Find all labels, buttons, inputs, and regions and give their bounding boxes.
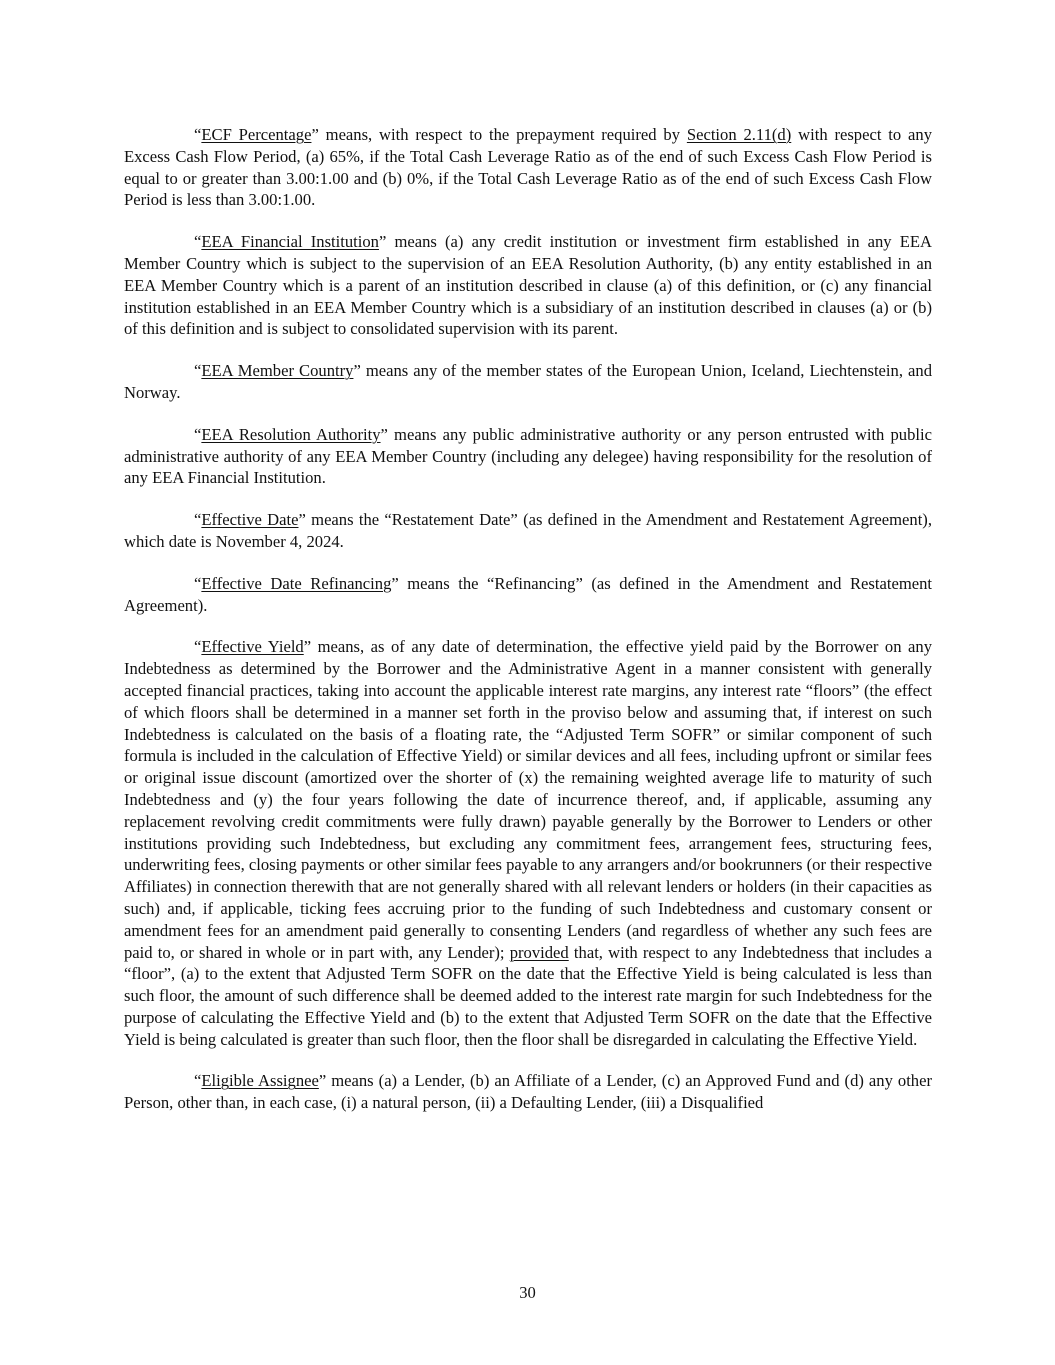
definition-text-continued: with respect to any Excess Cash Flow Period, (a) 65%, if the Total Cash Leverage Ratio as of the end of such Excess Cash Flow Period is equal to or greater than 3.00:1.00 and (b) 0%, if the Total Cash Leverage Ratio as of the end of such Excess Cash Flow Period is less than 3.00:1.00. xyxy=(124,125,933,210)
defined-term: Effective Date Refinancing xyxy=(201,573,392,593)
open-quote: “ xyxy=(194,637,202,657)
defined-term: Effective Date xyxy=(201,510,299,530)
definition-ecf-percentage xyxy=(124,124,932,211)
section-reference: Section 2.11(d) xyxy=(686,125,792,144)
defined-term: EEA Member Country xyxy=(201,361,354,381)
definition-text: ” means (a) any credit institution or investment firm established in any EEA Member Country which is subject to the supervision of an EEA Resolution Authority, (b) any entity established in an EEA Member Country which is a parent of an institution described in clause (a) of this definition, or (c) any financial institution established in an EEA Member Country which is a subsidiary of an institution described in clauses (a) or (b) of this definition and is subject to consolidated supervision with its parent. xyxy=(124,232,933,339)
defined-term: ECF Percentage xyxy=(201,125,312,144)
definition-effective-date-refinancing xyxy=(124,573,932,617)
defined-term: Eligible Assignee xyxy=(201,1071,319,1091)
open-quote: “ xyxy=(194,1071,202,1091)
definition-text: ” means, as of any date of determination, the effective yield paid by the Borrower on any Indebtedness as determined by the Borrower and the Administrative Agent in a manner consistent with generally accepted financial practices, taking into account the applicable interest rate margins, any interest rate “floors” (the effect of which floors shall be determined in a manner set forth in the proviso below and assuming that, if interest on such Indebtedness is calculated on the basis of a floating rate, the “Adjusted Term SOFR” or similar component of such formula is included in the calculation of Effective Yield) or similar devices and all fees, including upfront or similar fees or original issue discount (amortized over the shorter of (x) the remaining weighted average life to maturity of such Indebtedness and (y) the four years following the date of incurrence thereof, and, if applicable, assuming any replacement revolving credit commitments were fully drawn) payable generally by the Borrower to Lenders or other institutions providing such Indebtedness, but excluding any commitment fees, arrangement fees, structuring fees, underwriting fees, closing payments or other similar fees payable to any arrangers and/or bookrunners (or their respective Affiliates) in connection therewith that are not generally shared with all relevant lenders or holders (in their capacities as such) and, if applicable, ticking fees accruing prior to the funding of such Indebtedness and customary consent or amendment fees for an amendment paid generally to consenting Lenders (and regardless of whether any such fees are paid to, or shared in whole or in part with, any Lender); xyxy=(124,637,932,962)
definition-text-continued: that, with respect to any Indebtedness that includes a “floor”, (a) to the extent that Adjusted Term SOFR on the date that the Effective Yield is being calculated is less than such floor, the amount of such difference shall be deemed added to the interest rate margin for such Indebtedness for the purpose of calculating the Effective Yield and (b) to the extent that Adjusted Term SOFR on the date that the Effective Yield is being calculated is greater than such floor, then the floor shall be disregarded in calculating the Effective Yield. xyxy=(124,942,932,1049)
open-quote: “ xyxy=(194,510,202,530)
definition-text: ” means (a) a Lender, (b) an Affiliate of a Lender, (c) an Approved Fund and (d) any other Person, other than, in each case, (i) a natural person, (ii) a Defaulting Lender, (iii) a Disqualified xyxy=(124,1071,932,1113)
definition-eea-member-country xyxy=(124,360,932,404)
definition-text: ” means, with respect to the prepayment required by xyxy=(311,125,687,144)
open-quote: “ xyxy=(194,232,202,252)
definition-effective-yield xyxy=(124,636,932,1050)
document-page xyxy=(124,124,932,1134)
open-quote: “ xyxy=(194,361,202,381)
open-quote: “ xyxy=(194,573,202,593)
defined-term: EEA Financial Institution xyxy=(201,232,379,252)
definition-eea-financial-institution xyxy=(124,231,932,340)
definition-eligible-assignee xyxy=(124,1070,932,1114)
defined-term: Effective Yield xyxy=(201,637,304,657)
open-quote: “ xyxy=(194,125,202,144)
definition-effective-date xyxy=(124,509,932,553)
definition-text: ” means any public administrative authority or any person entrusted with public administrative authority of any EEA Member Country (including any delegee) having responsibility for the resolution of any EEA Financial Institution. xyxy=(124,424,932,488)
open-quote: “ xyxy=(194,424,202,444)
definition-text: ” means any of the member states of the European Union, Iceland, Liechtenstein, and Norway. xyxy=(124,361,932,402)
defined-term: EEA Resolution Authority xyxy=(201,424,381,444)
page-number: 30 xyxy=(519,1283,536,1302)
definition-eea-resolution-authority xyxy=(124,424,932,489)
definition-text: ” means the “Refinancing” (as defined in the Amendment and Restatement Agreement). xyxy=(124,573,932,615)
proviso-term: provided xyxy=(509,942,569,962)
definition-text: ” means the “Restatement Date” (as defined in the Amendment and Restatement Agreement), which date is November 4, 2024. xyxy=(124,510,932,551)
